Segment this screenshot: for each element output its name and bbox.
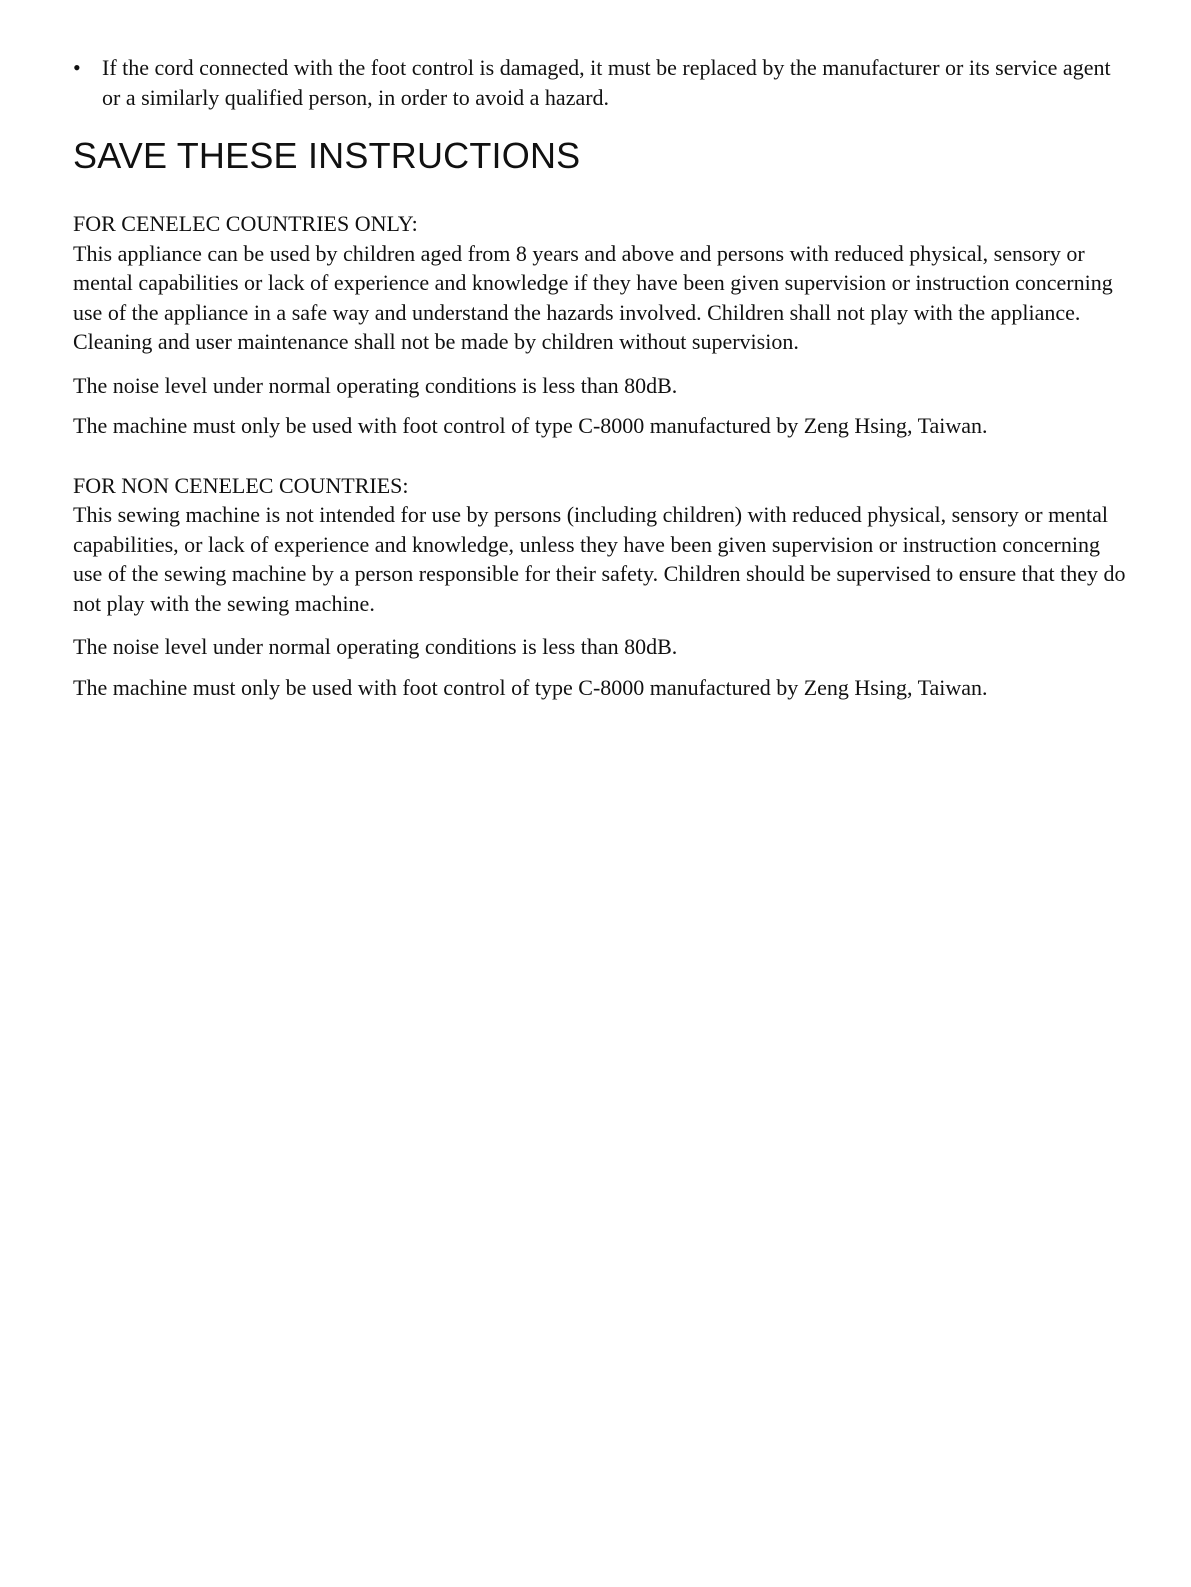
non-cenelec-label: FOR NON CENELEC COUNTRIES: bbox=[73, 472, 409, 498]
cord-warning-text: If the cord connected with the foot control is damaged, it must be replaced by the manufacturer or its service agent or a similarly qualified person, in order to avoid a hazard. bbox=[102, 55, 1111, 110]
non-cenelec-section bbox=[73, 471, 1133, 703]
bullet-marker: • bbox=[73, 55, 81, 80]
cenelec-section bbox=[73, 209, 1133, 441]
cenelec-noise-level: The noise level under normal operating conditions is less than 80dB. bbox=[73, 372, 678, 398]
non-cenelec-body: This sewing machine is not intended for use by persons (including children) with reduced physical, sensory or mental capabilities, or lack of experience and knowledge, unless they have been given supervision or instruction concerning use of the sewing machine by a person responsible for their safety. Children should be supervised to ensure that they do not play with the sewing machine. bbox=[73, 502, 1126, 616]
document-page bbox=[73, 53, 1133, 702]
save-instructions-heading: SAVE THESE INSTRUCTIONS bbox=[73, 135, 581, 176]
non-cenelec-noise-level: The noise level under normal operating conditions is less than 80dB. bbox=[73, 634, 678, 659]
cord-warning-bullet bbox=[73, 53, 1133, 113]
cenelec-foot-control: The machine must only be used with foot control of type C-8000 manufactured by Zeng Hsing, Taiwan. bbox=[73, 413, 988, 438]
cenelec-body: This appliance can be used by children aged from 8 years and above and persons with reduced physical, sensory or mental capabilities or lack of experience and knowledge if they have been given supervision or instruction concerning use of the appliance in a safe way and understand the hazards involved. Children shall not play with the appliance. Cleaning and user maintenance shall not be made by children without supervision. bbox=[73, 240, 1113, 354]
non-cenelec-foot-control: The machine must only be used with foot control of type C-8000 manufactured by Zeng Hsing, Taiwan. bbox=[73, 674, 988, 700]
cenelec-label: FOR CENELEC COUNTRIES ONLY: bbox=[73, 211, 418, 236]
